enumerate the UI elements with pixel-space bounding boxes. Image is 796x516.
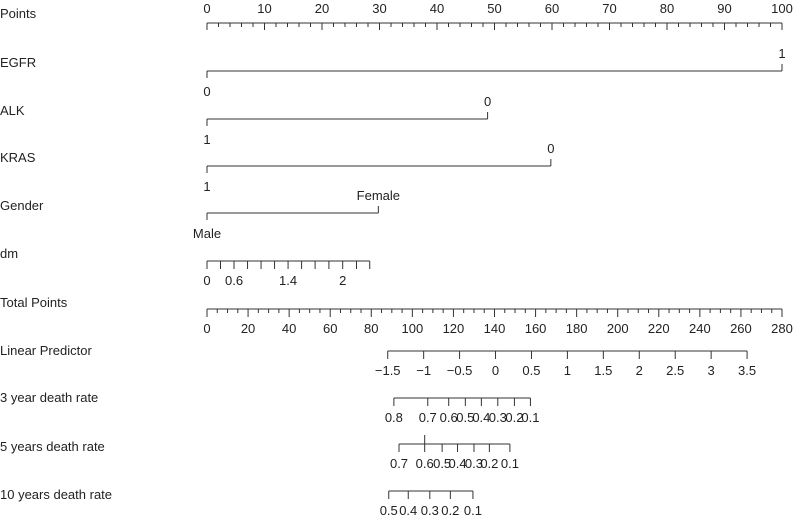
- tick-label-10-years-death-rate: 0.2: [441, 503, 460, 516]
- row-label-points: Points: [0, 6, 37, 21]
- tick-label-10-years-death-rate: 0.1: [463, 503, 482, 516]
- tick-label-3-year-death-rate: 0.5: [456, 410, 475, 425]
- tick-label-points: 100: [771, 1, 793, 16]
- tick-label-5-years-death-rate: 0.1: [500, 456, 519, 471]
- row-label-linear-predictor: Linear Predictor: [0, 343, 92, 358]
- row-label-kras: KRAS: [0, 150, 36, 165]
- tick-label-5-years-death-rate: 0.2: [480, 456, 499, 471]
- tick-label-5-years-death-rate: 0.7: [389, 456, 409, 471]
- tick-label-total-points: 240: [689, 321, 711, 336]
- tick-label-5-years-death-rate: 0.3: [464, 456, 484, 471]
- tick-label-3-year-death-rate: 0.1: [521, 410, 540, 425]
- row-label-egfr: EGFR: [0, 55, 37, 70]
- tick-label-points: 80: [659, 1, 675, 16]
- tick-label-points: 30: [372, 1, 387, 16]
- tick-label-linear-predictor: 0: [491, 363, 500, 378]
- tick-label-3-year-death-rate: 0.4: [472, 410, 491, 425]
- tick-label-5-years-death-rate: 0.4: [448, 456, 467, 471]
- tick-label-5-years-death-rate: 0.6: [415, 456, 434, 471]
- tick-label-points: 20: [314, 1, 330, 16]
- tick-label-total-points: 200: [606, 321, 629, 336]
- tick-label-total-points: 280: [771, 321, 793, 336]
- tick-label-dm: 2: [339, 273, 347, 288]
- row-label-alk: ALK: [0, 103, 25, 118]
- tick-label-points: 0: [203, 1, 211, 16]
- tick-label-3-year-death-rate: 0.3: [488, 410, 507, 425]
- row-label-dm: dm: [0, 246, 19, 261]
- tick-label-points: 40: [429, 1, 445, 16]
- level-label-egfr-0: 0: [203, 84, 211, 99]
- row-label-10-years-death-rate: 10 years death rate: [0, 487, 113, 502]
- tick-label-3-year-death-rate: 0.2: [505, 410, 524, 425]
- tick-label-linear-predictor: 1: [563, 363, 572, 378]
- level-label-egfr-1: 1: [778, 46, 786, 61]
- tick-label-points: 70: [602, 1, 617, 16]
- tick-label-total-points: 40: [281, 321, 297, 336]
- tick-label-10-years-death-rate: 0.5: [379, 503, 398, 516]
- row-label-gender: Gender: [0, 198, 44, 213]
- tick-label-linear-predictor: 3: [707, 363, 715, 378]
- row-label-5-years-death-rate: 5 years death rate: [0, 439, 105, 454]
- tick-label-dm: 0.6: [224, 273, 244, 288]
- level-label-kras-1: 1: [203, 179, 211, 194]
- tick-label-3-year-death-rate: 0.6: [439, 410, 458, 425]
- tick-label-total-points: 260: [730, 321, 752, 336]
- tick-label-total-points: 80: [364, 321, 379, 336]
- tick-label-total-points: 20: [240, 321, 256, 336]
- tick-label-linear-predictor: 3.5: [738, 363, 757, 378]
- tick-label-points: 90: [717, 1, 732, 16]
- tick-label-dm: 1.4: [279, 273, 298, 288]
- tick-label-3-year-death-rate: 0.7: [418, 410, 437, 425]
- level-label-gender-male: Male: [192, 226, 222, 241]
- level-label-gender-female: Female: [356, 188, 401, 203]
- tick-label-linear-predictor: 1.5: [594, 363, 613, 378]
- tick-label-points: 50: [487, 1, 502, 16]
- row-label-3-year-death-rate: 3 year death rate: [0, 390, 99, 405]
- tick-label-points: 10: [257, 1, 272, 16]
- tick-label-dm: 0: [203, 273, 211, 288]
- tick-label-linear-predictor: 0.5: [522, 363, 541, 378]
- tick-label-total-points: 140: [483, 321, 506, 336]
- tick-label-total-points: 220: [647, 321, 670, 336]
- tick-label-10-years-death-rate: 0.3: [420, 503, 439, 516]
- tick-label-total-points: 0: [203, 321, 211, 336]
- level-label-kras-0: 0: [547, 141, 555, 156]
- tick-label-total-points: 100: [401, 321, 424, 336]
- tick-label-linear-predictor: −1: [416, 363, 432, 378]
- tick-label-total-points: 120: [442, 321, 465, 336]
- tick-label-3-year-death-rate: 0.8: [384, 410, 403, 425]
- tick-label-linear-predictor: 2: [635, 363, 643, 378]
- tick-label-linear-predictor: −0.5: [446, 363, 473, 378]
- level-label-alk-1: 1: [203, 132, 211, 147]
- level-label-alk-0: 0: [483, 94, 492, 109]
- tick-label-points: 60: [544, 1, 560, 16]
- tick-label-5-years-death-rate: 0.5: [433, 456, 452, 471]
- tick-label-total-points: 160: [524, 321, 547, 336]
- tick-label-10-years-death-rate: 0.4: [399, 503, 418, 516]
- tick-label-linear-predictor: 2.5: [666, 363, 685, 378]
- row-label-total-points: Total Points: [0, 295, 68, 310]
- tick-label-total-points: 180: [565, 321, 588, 336]
- tick-label-linear-predictor: −1.5: [374, 363, 401, 378]
- tick-label-total-points: 60: [322, 321, 338, 336]
